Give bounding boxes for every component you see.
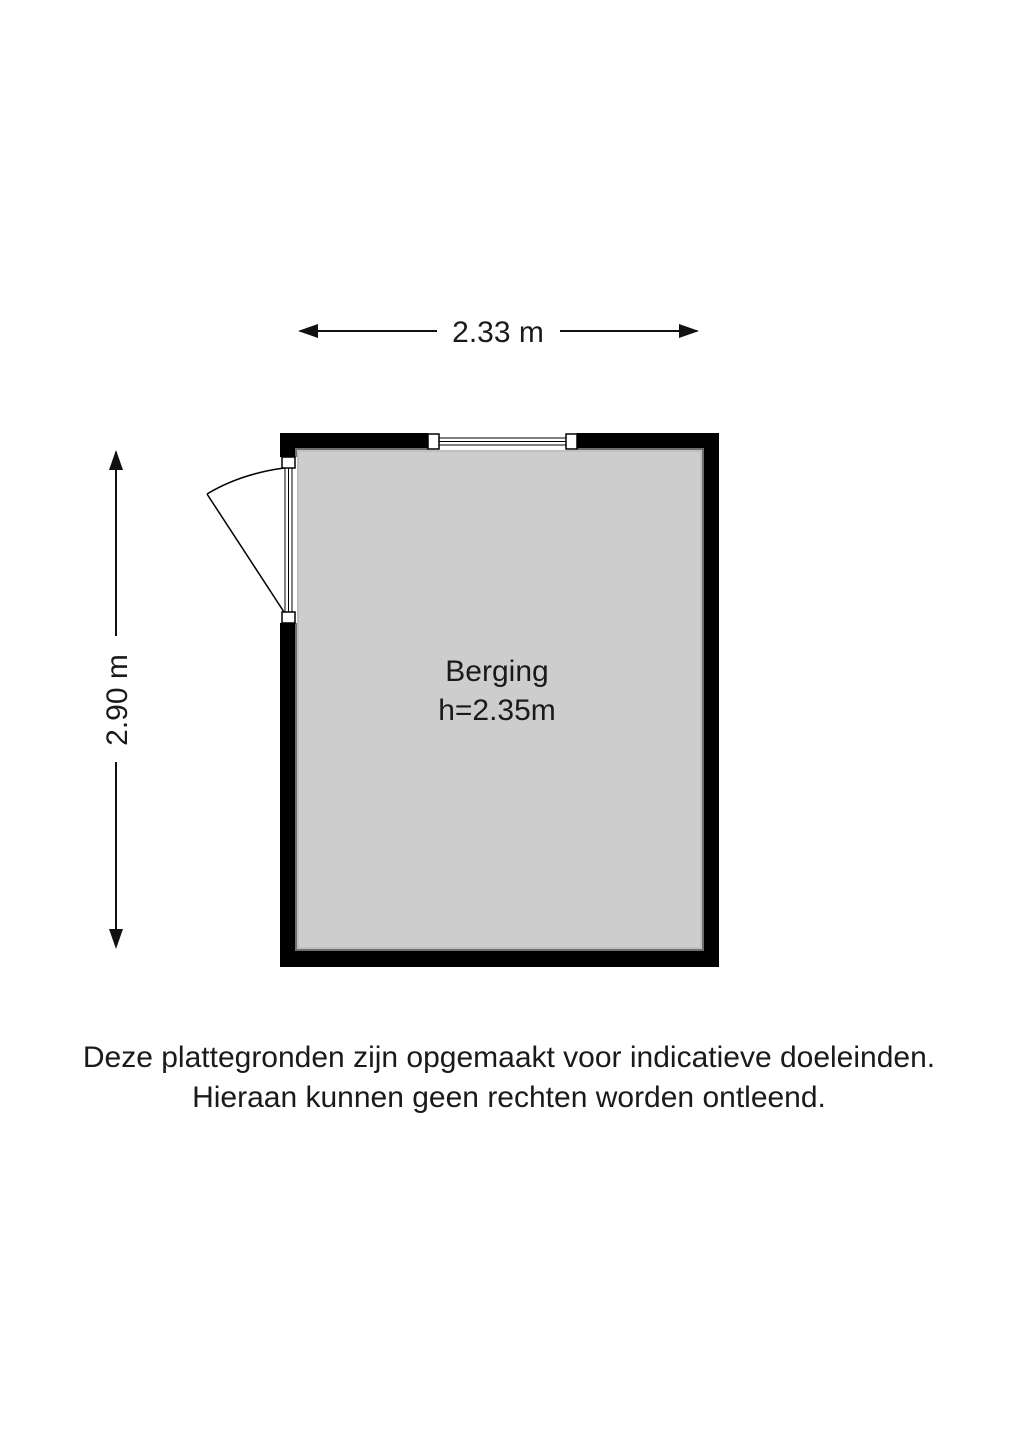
disclaimer-line-2: Hieraan kunnen geen rechten worden ontleend. bbox=[192, 1081, 826, 1114]
door-leaf bbox=[207, 494, 284, 612]
width-dimension bbox=[298, 316, 699, 349]
door-left bbox=[207, 457, 297, 623]
arrow-up-icon bbox=[109, 450, 123, 470]
door-swing-arc bbox=[207, 468, 284, 494]
arrow-down-icon bbox=[109, 929, 123, 949]
disclaimer-line-1: Deze plattegronden zijn opgemaakt voor indicatieve doeleinden. bbox=[82, 1041, 936, 1074]
window-top bbox=[428, 433, 577, 450]
arrow-left-icon bbox=[298, 324, 318, 338]
disclaimer bbox=[0, 1038, 1018, 1118]
room-height: h=2.35m bbox=[438, 694, 556, 727]
arrow-right-icon bbox=[679, 324, 699, 338]
room-name: Berging bbox=[445, 655, 549, 688]
width-label: 2.33 m bbox=[452, 316, 544, 349]
height-label: 2.90 m bbox=[101, 654, 134, 746]
height-dimension bbox=[101, 450, 134, 949]
